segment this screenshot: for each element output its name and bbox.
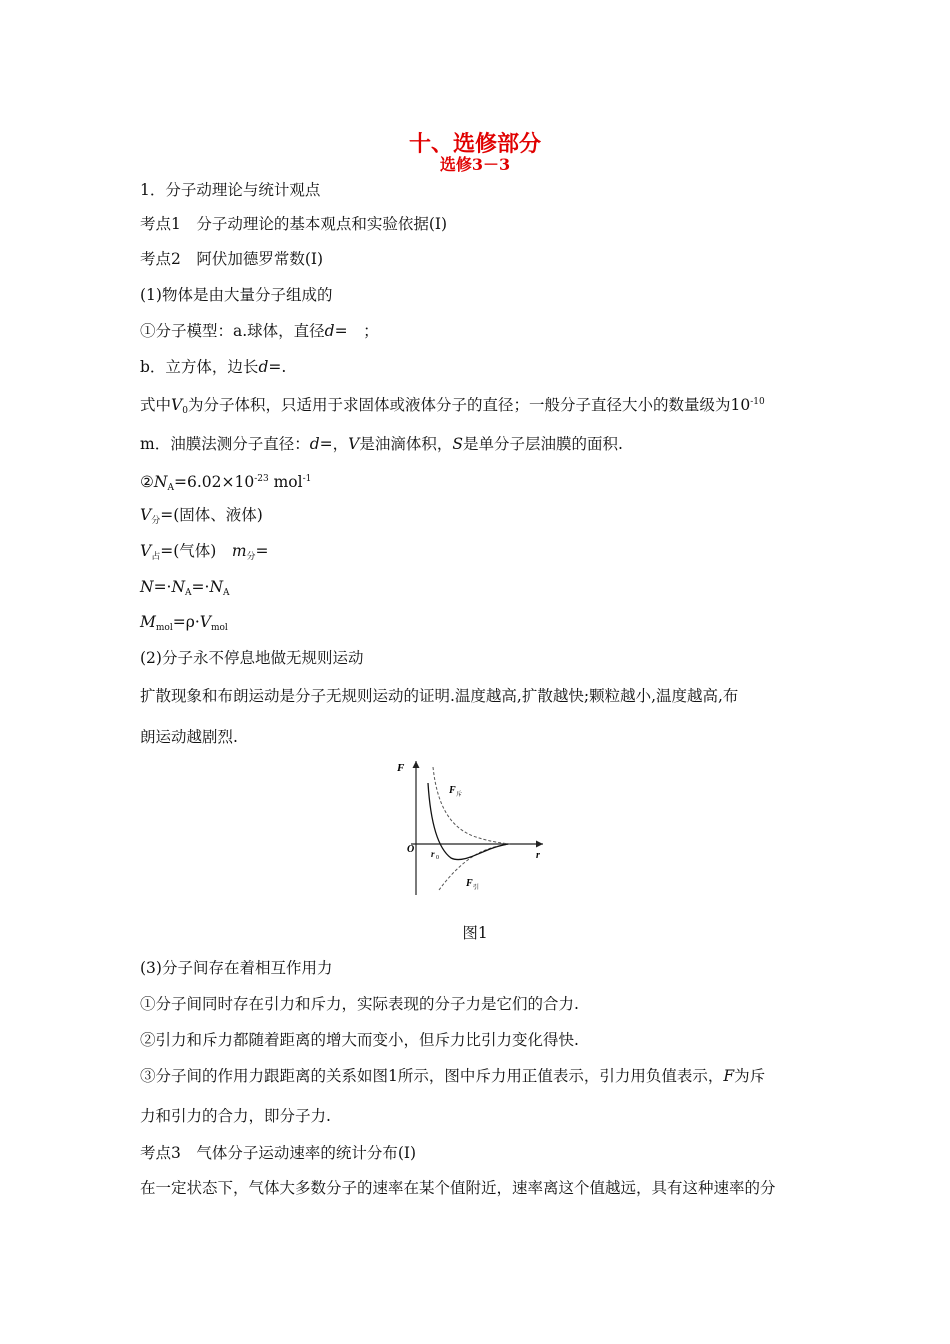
force-item-3-cont: 力和引力的合力，即分子力. <box>140 1107 331 1125</box>
avogadro-line: $②N_A=6.02\times 10^{-23}$ mol$^{-1}$ <box>140 473 312 493</box>
force-item-2: ②引力和斥力都随着距离的增大而变小，但斥力比引力变化得快. <box>140 1031 579 1049</box>
axis-label-r: r <box>536 850 540 861</box>
n-line: $N=\cdot N_A=\cdot N_A$ <box>140 578 230 598</box>
r0-label-sub: 0 <box>436 855 439 861</box>
diffusion-line-2: 朗运动越剧烈. <box>140 728 238 746</box>
net-force-curve <box>428 783 508 860</box>
point-1-heading: (1)物体是由大量分子组成的 <box>140 286 333 304</box>
kaodian-1: 考点1 分子动理论的基本观点和实验依据(Ⅰ) <box>140 215 448 233</box>
force-distance-figure <box>395 755 555 900</box>
topic-heading: 1．分子动理论与统计观点 <box>140 181 321 199</box>
v-fen-line: $V_分=$(固体、液体) <box>140 506 263 526</box>
axis-label-F: F <box>397 762 405 774</box>
origin-label: O <box>407 844 415 855</box>
label-F-repel-sub: 斥 <box>456 791 463 798</box>
kaodian-2: 考点2 阿伏加德罗常数(Ⅰ) <box>140 250 324 268</box>
diffusion-line-1: 扩散现象和布朗运动是分子无规则运动的证明.温度越高,扩散越快;颗粒越小,温度越高,布 <box>140 687 739 705</box>
section-subtitle: 选修3－3 <box>439 155 511 174</box>
label-F-attract: F <box>466 878 473 889</box>
sphere-model-line: ①分子模型：a.球体，直径d= ； <box>140 322 379 340</box>
repulsive-force-curve <box>433 767 510 844</box>
kaodian-3: 考点3 气体分子运动速率的统计分布(Ⅰ) <box>140 1144 417 1162</box>
label-F-repel: F <box>449 785 456 796</box>
statistics-line: 在一定状态下，气体大多数分子的速率在某个值附近，速率离这个值越远，具有这种速率的分 <box>140 1179 776 1197</box>
point-2-heading: (2)分子永不停息地做无规则运动 <box>140 649 364 667</box>
label-F-attract-sub: 引 <box>473 884 480 891</box>
formula-note-line: 式中$V_0$为分子体积，只适用于求固体或液体分子的直径；一般分子直径大小的数量级为$10^{-10}$ <box>140 396 765 416</box>
point-3-heading: (3)分子间存在着相互作用力 <box>140 959 333 977</box>
cube-model-line: b．立方体，边长d=. <box>140 358 287 376</box>
m-mol-line: $M_{mol}=\rho\cdot V_{mol}$ <box>140 613 228 633</box>
oil-film-line: m．油膜法测分子直径：d=，V是油滴体积，S是单分子层油膜的面积. <box>140 435 623 453</box>
v-zhan-line: $V_占=$(气体) $m_分=$ <box>140 542 269 562</box>
r0-label: r <box>431 849 435 859</box>
force-item-1: ①分子间同时存在引力和斥力，实际表现的分子力是它们的合力. <box>140 995 579 1013</box>
section-title: 十、选修部分 <box>408 131 541 157</box>
figure-caption: 图1 <box>462 924 488 942</box>
force-item-3: ③分子间的作用力跟距离的关系如图1所示，图中斥力用正值表示，引力用负值表示，F为斥 <box>140 1067 766 1085</box>
